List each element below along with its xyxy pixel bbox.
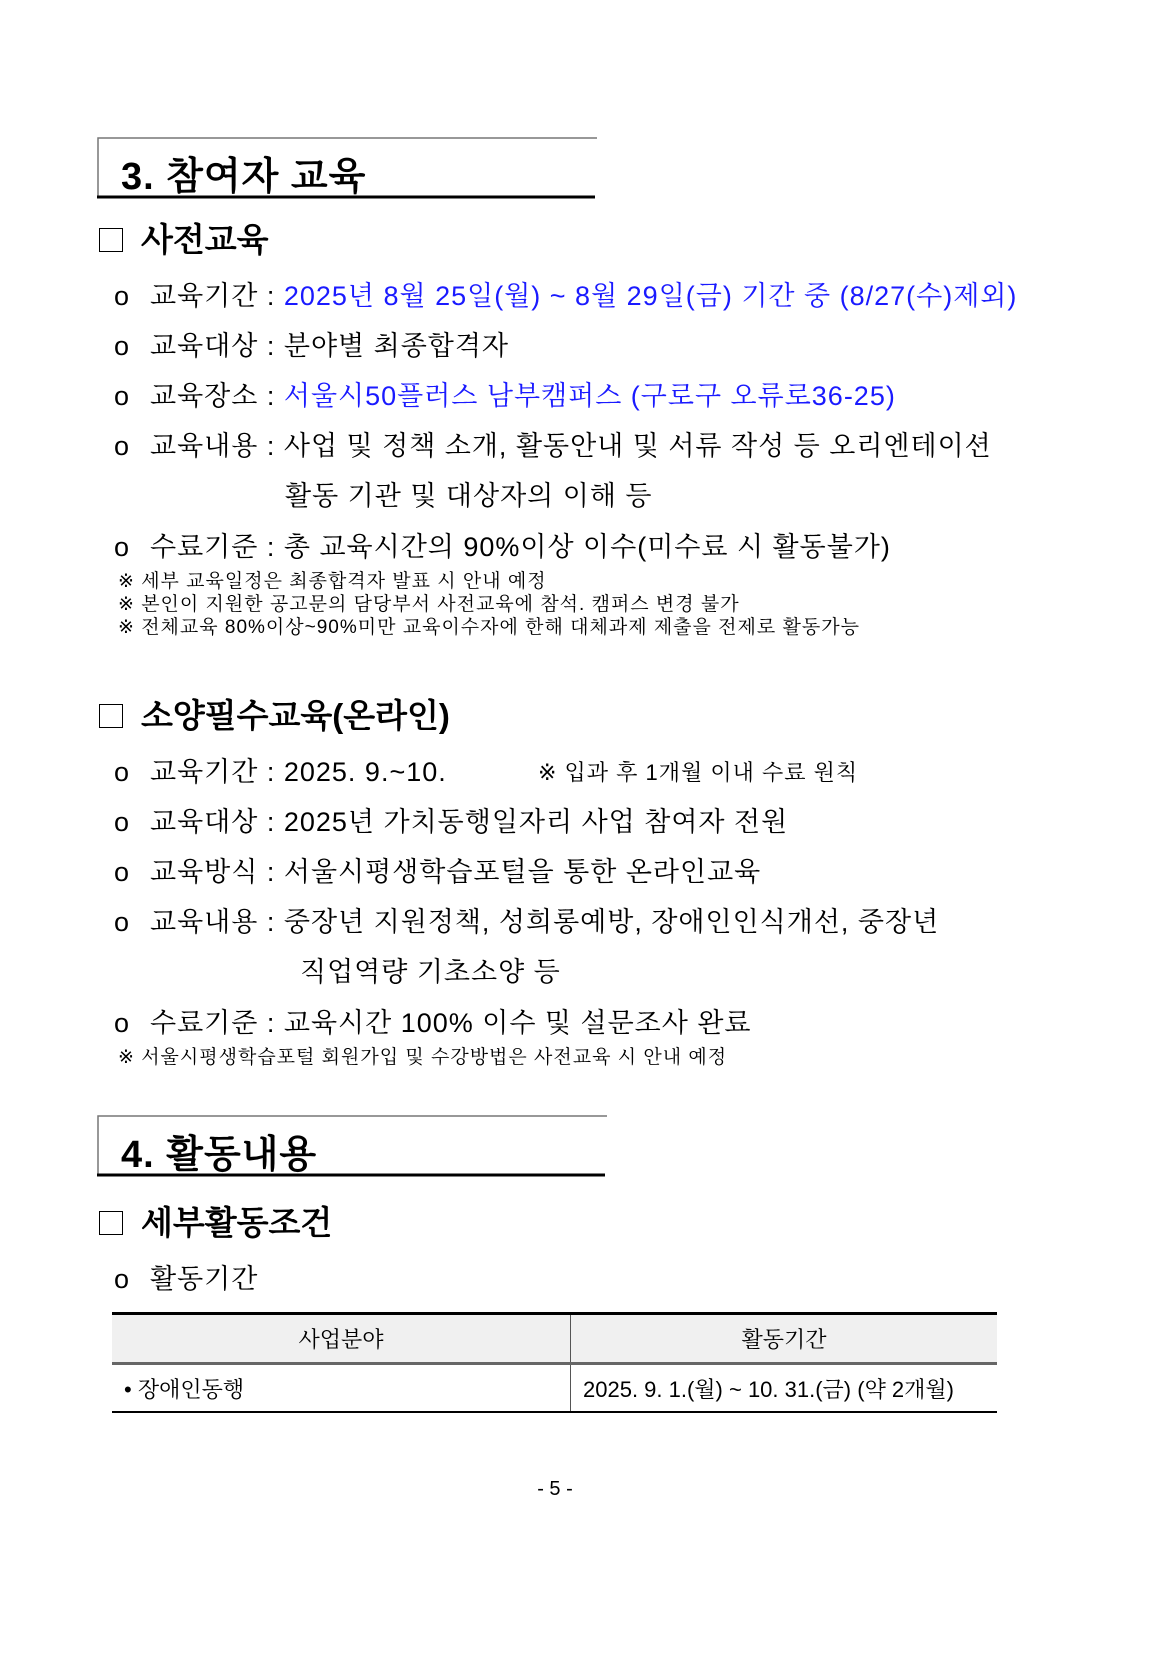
subheading-pre-edu — [99, 214, 269, 261]
label: 교육대상 : — [150, 807, 276, 837]
online-edu-period-note: ※ 입과 후 1개월 이내 수료 원칙 — [538, 760, 859, 785]
subheading-online-edu — [99, 690, 450, 737]
section-title: 3. 참여자 교육 — [121, 156, 367, 198]
label: 교육방식 : — [150, 857, 276, 887]
table-cell: 2025. 9. 1.(월) ~ 10. 31.(금) (약 2개월) — [571, 1364, 998, 1413]
section-4-header — [97, 1115, 607, 1175]
label: 활동기간 — [150, 1264, 259, 1294]
online-edu-content: o 교육내용 : 중장년 지원정책, 성희롱예방, 장애인인식개선, 중장년 — [114, 907, 940, 937]
label: 수료기준 : — [150, 1008, 276, 1038]
pre-edu-place: o 교육장소 : 서울시50플러스 남부캠퍼스 (구로구 오류로36-25) — [114, 381, 896, 411]
activity-period-item: o 활동기간 — [114, 1264, 259, 1294]
pre-edu-target: o 교육대상 : 분야별 최종합격자 — [114, 331, 510, 361]
pre-edu-content-cont: 활동 기관 및 대상자의 이해 등 — [285, 481, 653, 511]
label: 교육내용 : — [150, 907, 276, 937]
checkbox-square-icon — [99, 1211, 123, 1235]
subheading-text: 세부활동조건 — [141, 1204, 333, 1241]
online-edu-criteria: o 수료기준 : 교육시간 100% 이수 및 설문조사 완료 — [114, 1008, 752, 1038]
checkbox-square-icon — [99, 228, 123, 252]
label: 교육기간 : — [150, 757, 276, 787]
note: ※ 전체교육 80%이상~90%미만 교육이수자에 한해 대체과제 제출을 전제로 활동가능 — [118, 617, 860, 638]
value: 중장년 지원정책, 성희롱예방, 장애인인식개선, 중장년 — [283, 907, 940, 937]
pre-edu-period: o 교육기간 : 2025년 8월 25일(월) ~ 8월 29일(금) 기간 중 (8/27(수)제외) — [114, 281, 1018, 311]
column-header: 활동기간 — [571, 1314, 998, 1364]
value: 2025년 8월 25일(월) ~ 8월 29일(금) 기간 중 (8/27(수)제외) — [283, 281, 1018, 311]
subheading-activity — [99, 1197, 332, 1244]
subheading-text: 사전교육 — [141, 221, 269, 258]
table-header-row — [112, 1314, 997, 1364]
pre-edu-content: o 교육내용 : 사업 및 정책 소개, 활동안내 및 서류 작성 등 오리엔테이션 — [114, 431, 992, 461]
page-number: - 5 - — [537, 1478, 573, 1500]
table-cell: • 장애인동행 — [112, 1364, 571, 1413]
section-3-header — [97, 137, 597, 197]
label: 교육기간 : — [150, 281, 276, 311]
value: 서울시평생학습포털을 통한 온라인교육 — [283, 857, 762, 887]
value: 분야별 최종합격자 — [283, 331, 510, 361]
value: 서울시50플러스 남부캠퍼스 (구로구 오류로36-25) — [283, 381, 896, 411]
value: 2025. 9.~10. — [283, 757, 447, 787]
checkbox-square-icon — [99, 704, 123, 728]
note: ※ 본인이 지원한 공고문의 담당부서 사전교육에 참석. 캠퍼스 변경 불가 — [118, 594, 740, 615]
note: ※ 서울시평생학습포털 회원가입 및 수강방법은 사전교육 시 안내 예정 — [118, 1047, 728, 1068]
online-edu-period: o 교육기간 : 2025. 9.~10. — [114, 757, 447, 787]
label: 교육내용 : — [150, 431, 276, 461]
online-edu-target: o 교육대상 : 2025년 가치동행일자리 사업 참여자 전원 — [114, 807, 789, 837]
label: 수료기준 : — [150, 532, 276, 562]
activity-period-table — [112, 1312, 997, 1413]
section-title: 4. 활동내용 — [121, 1134, 318, 1176]
subheading-text: 소양필수교육(온라인) — [141, 697, 450, 734]
value: 총 교육시간의 90%이상 이수(미수료 시 활동불가) — [283, 532, 891, 562]
pre-edu-criteria: o 수료기준 : 총 교육시간의 90%이상 이수(미수료 시 활동불가) — [114, 532, 891, 562]
column-header: 사업분야 — [112, 1314, 571, 1364]
value: 2025년 가치동행일자리 사업 참여자 전원 — [283, 807, 789, 837]
label: 교육대상 : — [150, 331, 276, 361]
online-edu-content-cont: 직업역량 기초소양 등 — [300, 957, 561, 987]
table-row — [112, 1364, 997, 1413]
note: ※ 세부 교육일정은 최종합격자 발표 시 안내 예정 — [118, 571, 547, 592]
label: 교육장소 : — [150, 381, 276, 411]
value: 사업 및 정책 소개, 활동안내 및 서류 작성 등 오리엔테이션 — [283, 431, 992, 461]
online-edu-method: o 교육방식 : 서울시평생학습포털을 통한 온라인교육 — [114, 857, 762, 887]
value: 교육시간 100% 이수 및 설문조사 완료 — [283, 1008, 752, 1038]
